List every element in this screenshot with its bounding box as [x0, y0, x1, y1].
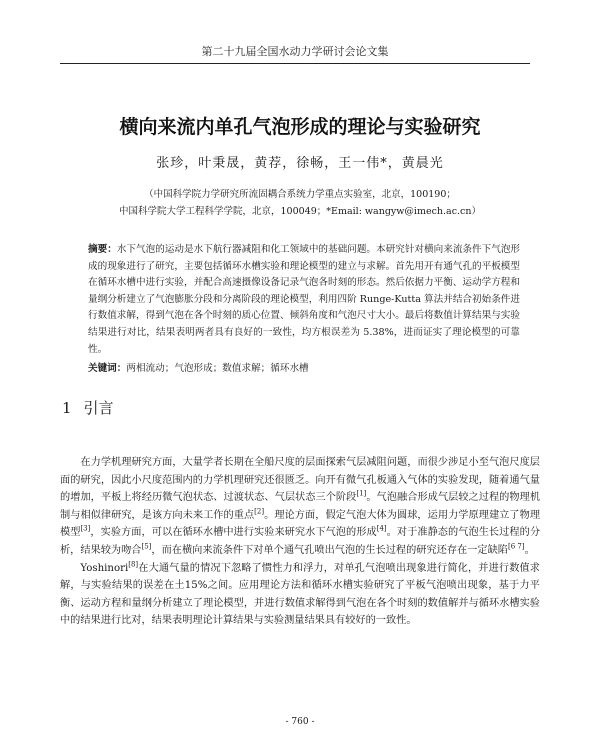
text-run: 。: [524, 544, 535, 556]
affiliation-line: （中国科学院力学研究所流固耦合系统力学重点实验室，北京，100190；: [144, 189, 456, 200]
text-run: Yoshinori: [80, 562, 129, 574]
author-list: 张珍，叶秉晟，黄荐，徐畅，王一伟*，黄晨光: [156, 156, 444, 171]
keywords-label: 关键词：: [88, 363, 127, 374]
citation: [2]: [254, 507, 265, 516]
text-run: 。对于准静态的气泡生长过程的分析，结果较为吻合: [60, 527, 541, 556]
section-heading: [62, 398, 114, 418]
paragraph: [60, 560, 540, 630]
section-title: 引言: [83, 399, 114, 417]
page-number: - 760 -: [285, 717, 315, 727]
text-run: ，实验方面，可以在循环水槽中进行实验来研究水下气泡的形成: [90, 527, 377, 539]
header-rule: [60, 63, 530, 64]
keywords: [88, 361, 520, 377]
paragraph: [60, 454, 540, 560]
body-text: [60, 454, 540, 630]
text-run: ，而在横向来流条件下对单个通气孔喷出气泡的生长过程的研究还存在一定缺陷: [151, 544, 508, 556]
abstract-label: 摘要：: [88, 244, 117, 255]
abstract: [88, 242, 520, 358]
running-header: 第二十九届全国水动力学研讨会论文集: [201, 45, 389, 58]
citation: [6 7]: [507, 542, 525, 551]
citation: [5]: [141, 542, 152, 551]
text-run: 在力学机理研究方面，大量学者长期在全船尺度的层面探索气层减阻问题，而很少涉足小至气泡尺度层面的研究，因此小尺度范围内的力学机理研究还很匮乏。向开有微气孔板通入气体的实验发现，随着通气量的增加，平板上将经历微气泡状态、过渡状态、气层状态三个阶段: [60, 457, 540, 504]
text-run: 在大通气量的情况下忽略了惯性力和浮力，对单孔气泡喷出现象进行简化，并进行数值求解，与实验结果的误差在土15%之间。应用理论方法和循环水槽实验研究了平板气泡喷出现象，基于力平衡、运动方程和量纲分析建立了理论模型，并进行数值求解得到气泡在各个时刻的数值解并与循环水槽实验中的结果进行比对，结果表明理论计算结果与实验测量结果具有较好的一致性。: [60, 562, 540, 627]
abstract-text: 水下气泡的运动是水下航行器减阻和化工领域中的基础问题。本研究针对横向来流条件下气泡形成的现象进行了研究，主要包括循环水槽实验和理论模型的建立与求解。首先用开有通气孔的平板模型在循环水槽中进行实验，并配合高速摄像设备记录气泡各时刻的形态。然后依据力平衡、运动学方程和量纲分析建立了气泡膨胀分段和分离阶段的理论模型，利用四阶 Runge-Kutta 算法并结合初始条件进行数值求解，得到气泡在各个时刻的质心位置、倾斜角度和气泡尺寸大小。最后将数值计算结果与实验结果进行对比，结果表明两者具有良好的一致性，均方根误差为 5.38%，进而证实了理论模型的可靠性。: [88, 244, 521, 355]
citation: [8]: [128, 560, 139, 569]
text-run: 。理论方面，假定气泡大体为圆球，运用力学原理建立了物理模型: [60, 509, 541, 539]
keywords-text: 两相流动；气泡形成；数值求解；循环水槽: [126, 363, 309, 374]
affiliations: [40, 186, 560, 220]
section-number: 1: [62, 399, 72, 417]
affiliation-line: 中国科学院大学工程科学学院，北京，100049；*Email: wangyw@imech.ac.cn）: [119, 206, 481, 217]
citation: [4]: [376, 524, 387, 533]
citation: [1]: [356, 489, 367, 498]
citation: [3]: [80, 524, 91, 533]
paper-title: 横向来流内单孔气泡形成的理论与实验研究: [119, 116, 481, 138]
text-run: 。气泡融合形成气层较之过程的物理机制与相似律研究，是该方向未来工作的重点: [60, 492, 541, 521]
